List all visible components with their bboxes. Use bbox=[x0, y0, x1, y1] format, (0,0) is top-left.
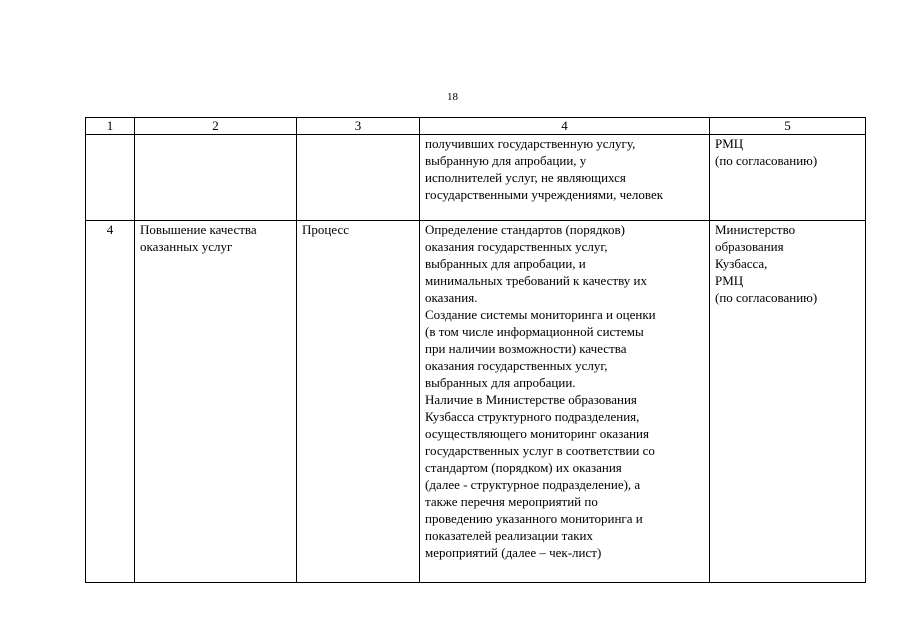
text-line: Кузбасса, bbox=[715, 256, 768, 271]
text-line: выбранную для апробации, у bbox=[425, 153, 587, 168]
text-line: при наличии возможности) качества bbox=[425, 341, 627, 356]
text-line: выбранных для апробации, и bbox=[425, 256, 586, 271]
page-number: 18 bbox=[447, 91, 458, 103]
continuation-col-3 bbox=[297, 135, 420, 221]
row-4-col-3: Процесс bbox=[297, 221, 420, 583]
header-col-3: 3 bbox=[297, 118, 420, 135]
row-4-col-2 bbox=[135, 221, 297, 583]
header-col-2: 2 bbox=[135, 118, 297, 135]
text-line: оказания государственных услуг, bbox=[425, 358, 608, 373]
text-line: исполнителей услуг, не являющихся bbox=[425, 170, 626, 185]
text-line: РМЦ bbox=[715, 273, 744, 288]
text-line: Повышение качества bbox=[140, 222, 257, 237]
text-line: образования bbox=[715, 239, 784, 254]
text-line: мероприятий (далее – чек-лист) bbox=[425, 545, 602, 560]
text-line: осуществляющего мониторинг оказания bbox=[425, 426, 649, 441]
text-line: (по согласованию) bbox=[715, 153, 818, 168]
text-line: государственными учреждениями, человек bbox=[425, 187, 664, 202]
text-line: также перечня мероприятий по bbox=[425, 494, 598, 509]
table-row-4 bbox=[86, 221, 866, 583]
text-line: оказания государственных услуг, bbox=[425, 239, 608, 254]
text-line: Кузбасса структурного подразделения, bbox=[425, 409, 640, 424]
text-line: выбранных для апробации. bbox=[425, 375, 576, 390]
plan-table bbox=[85, 117, 866, 583]
text-line: Создание системы мониторинга и оценки bbox=[425, 307, 656, 322]
table-header-row bbox=[86, 118, 866, 135]
continuation-col-2 bbox=[135, 135, 297, 221]
text-line: оказанных услуг bbox=[140, 239, 233, 254]
text-line: (далее - структурное подразделение), а bbox=[425, 477, 641, 492]
row-4-col-5 bbox=[710, 221, 866, 583]
text-line: Министерство bbox=[715, 222, 796, 237]
text-line: (по согласованию) bbox=[715, 290, 818, 305]
header-col-5: 5 bbox=[710, 118, 866, 135]
text-line: (в том числе информационной системы bbox=[425, 324, 644, 339]
continuation-col-4 bbox=[420, 135, 710, 221]
text-line: проведению указанного мониторинга и bbox=[425, 511, 643, 526]
text-line: Наличие в Министерстве образования bbox=[425, 392, 637, 407]
text-line: Определение стандартов (порядков) bbox=[425, 222, 625, 237]
table-row-continuation bbox=[86, 135, 866, 221]
text-line: получивших государственную услугу, bbox=[425, 136, 636, 151]
text-line: оказания. bbox=[425, 290, 478, 305]
text-line: РМЦ bbox=[715, 136, 744, 151]
continuation-col-1 bbox=[86, 135, 135, 221]
row-4-col-4 bbox=[420, 221, 710, 583]
continuation-col-5 bbox=[710, 135, 866, 221]
text-line: минимальных требований к качеству их bbox=[425, 273, 647, 288]
header-col-1: 1 bbox=[86, 118, 135, 135]
text-line: государственных услуг в соответствии со bbox=[425, 443, 655, 458]
row-number: 4 bbox=[86, 221, 135, 583]
text-line: показателей реализации таких bbox=[425, 528, 593, 543]
text-line: стандартом (порядком) их оказания bbox=[425, 460, 622, 475]
header-col-4: 4 bbox=[420, 118, 710, 135]
